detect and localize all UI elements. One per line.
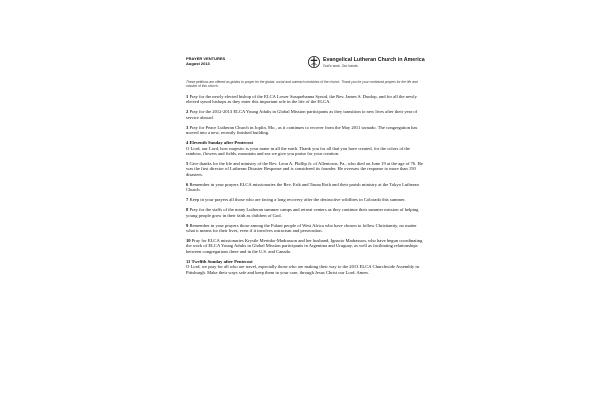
newsletter-title — [186, 56, 225, 66]
prayer-number: 6 — [186, 181, 189, 187]
prayer-item — [186, 207, 426, 218]
prayer-text: Keep in your prayers all those who are facing a long recovery after the destructive wildfires in Colorado this summer. — [189, 197, 406, 203]
title-line-2: August 2013 — [186, 61, 210, 66]
prayer-number: 11 — [186, 258, 191, 264]
prayer-item — [186, 140, 426, 156]
prayer-text: Pray for ELCA missionaries Krystle Merinko-Madrasson and her husband, Ignacio Madrasson, who have begun coordinating the work of ELCA Young Adults in Global Mission participants in Argentina and Uruguay, as well as facilitating relationships between congregations there and in the U.S. and Canada. — [186, 238, 423, 254]
prayer-item — [186, 259, 426, 275]
prayer-text: Pray for Peace Lutheran Church in Joplin, Mo., as it continues to recover from the May 2011 tornado. The congregation has moved into a new, recently finished building. — [186, 124, 418, 136]
prayer-item — [186, 109, 426, 120]
title-line-1: PRAYER VENTURES — [186, 56, 226, 61]
prayer-text: Pray for the 2012-2013 ELCA Young Adults in Global Mission participants as they transition to new lives after their year of service abroad. — [186, 109, 418, 120]
prayer-number: 7 — [186, 197, 189, 203]
prayer-number: 1 — [186, 94, 189, 99]
prayer-text: Give thanks for the life and ministry of the Rev. Leon A. Phillip Jr. of Allentown, Pa., who died on June 19 at the age of 76. He was the first director of Lutheran Disaster Response and is considered its founder. He oversaw the response to more than 150 disasters. — [186, 161, 423, 177]
prayer-item — [186, 182, 426, 193]
prayer-number: 4 — [186, 140, 189, 146]
document-page — [172, 40, 436, 390]
prayer-number: 5 — [186, 161, 189, 167]
prayer-item — [186, 125, 426, 136]
prayer-list — [186, 94, 426, 280]
prayer-item — [186, 161, 426, 177]
prayer-text: O Lord, our Lord, how majestic is your name in all the earth. Thank you for all that you have created, for the colors of the rainbow, flowers and fields, mountain and sea we give you praise for your creation. — [186, 145, 411, 157]
prayer-number: 9 — [186, 222, 189, 228]
prayer-item — [186, 94, 426, 105]
prayer-text: Pray for the staffs of the many Lutheran summer camps and retreat centers as they continue their summer mission of helping young people grow in their faith as children of God. — [186, 207, 419, 218]
prayer-text: Remember in your prayers those among the Fulani people of West Africa who have chosen to follow Christianity, no matter what it means for their lives, even if it involves ostracism and persecution. — [186, 222, 417, 234]
elca-logo — [308, 56, 426, 70]
prayer-number: 8 — [186, 207, 189, 213]
logo-organization-name: Evangelical Lutheran Church in America — [323, 57, 425, 63]
sunday-heading: Twelfth Sunday after Pentecost — [191, 258, 253, 264]
prayer-text: Pray for the newly elected bishop of the ELCA Lower Susquehanna Synod, the Rev. James S. Dunlop, and for all the newly elected synod bishops as they enter this important role in the life of the ELCA. — [186, 94, 417, 105]
prayer-item — [186, 197, 426, 202]
prayer-item — [186, 238, 426, 254]
prayer-number: 3 — [186, 124, 189, 130]
sunday-heading: Eleventh Sunday after Pentecost — [189, 140, 254, 146]
prayer-number: 2 — [186, 109, 189, 115]
prayer-item — [186, 223, 426, 234]
prayer-text: Remember in your prayers ELCA missionaries the Rev. Erik and Tauna Roth and their parish ministry at the Tokyo Lutheran Church. — [186, 181, 419, 193]
logo-tagline: God's work. Our hands. — [323, 64, 359, 68]
intro-text: These petitions are offered as guides to prayer for the global, social and outreach ministries of the church. Thank you for your continued prayers for the life and mission of this church. — [186, 80, 418, 89]
prayer-text: O Lord, we pray for all who are travel, especially those who are making their way to the 2013 ELCA Churchwide Assembly in Pittsburgh. Make their ways safe and keep them in your care, through Jesus Christ our Lord. Amen. — [186, 264, 419, 275]
page-header — [186, 56, 426, 76]
prayer-number: 10 — [186, 238, 191, 244]
cross-logo-icon — [308, 56, 320, 68]
